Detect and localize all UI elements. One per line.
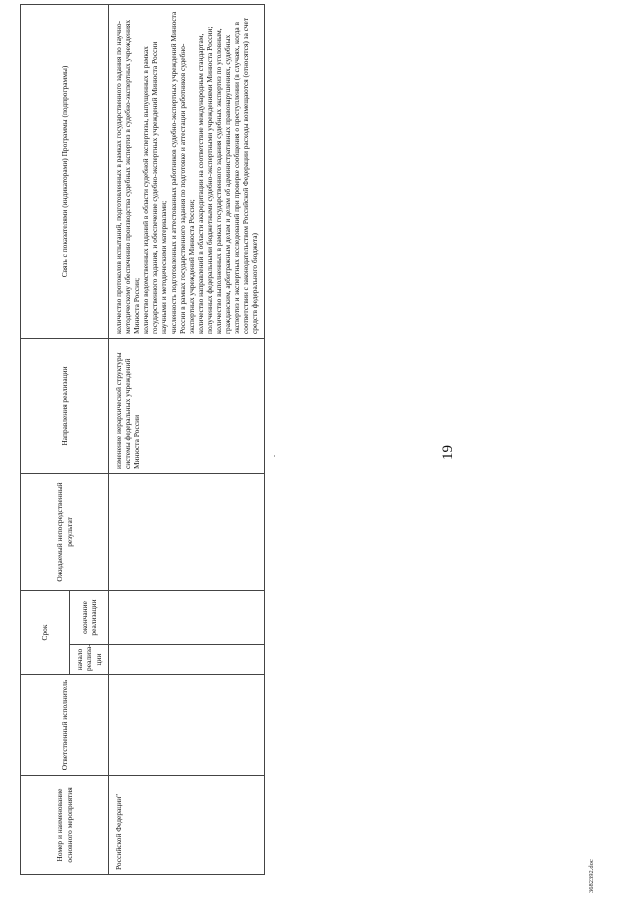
header-executor: Ответственный исполнитель <box>21 675 109 776</box>
cell-term-start <box>109 645 265 675</box>
activities-table <box>20 4 265 875</box>
header-term: Срок <box>21 590 70 674</box>
stray-mark: - <box>272 455 278 457</box>
cell-term-end <box>109 590 265 644</box>
cell-expected-result <box>109 473 265 590</box>
page-number: 19 <box>440 445 456 460</box>
header-number-name: Номер и наименование основного мероприятия <box>21 776 109 875</box>
table-header-row <box>21 4 70 874</box>
table-row <box>109 4 265 874</box>
cell-directions: изменение иерархической структуры системы федеральных учреждений Минюста России <box>109 338 265 473</box>
header-indicators-link: Связь с показателями (индикаторами) Программы (подпрограммы) <box>21 4 109 338</box>
header-directions: Направления реализации <box>21 338 109 473</box>
cell-indicators-link: количество протоколов испытаний, подготовленных в рамках государственного задания по научно-методическому обеспечению производства судебных экспертиз в судебно-экспертных учреждениях Минюста России; количество ведомственных изданий в области судебной экспертизы, выпущенных в рамках государственного задания, и обеспечение судебно-экспертных учреждений Минюста России научными и методическими материалами; численность подготовленных и аттестованных работников судебно-экспертных учреждений Минюста России в рамках государственного задания по подготовке и аттестации работников судебно-экспертных учреждений Минюста России; количество направлений в области аккредитации на соответствие международным стандартам, полученных федеральными бюджетными судебно-экспертными учреждениями Минюста России; количество выполненных в рамках государственного задания судебных экспертиз по уголовным, гражданским, арбитражным делам и делам об административных правонарушениях, судебных экспертиз и экспертных исследований при проверке сообщения о преступлении (в случаях, когда в соответствии с законодательством Российской Федерации расходы возмещаются (относятся) за счет средств федерального бюджета) <box>109 4 265 338</box>
header-expected-result: Ожидаемый непосредственный результат <box>21 473 109 590</box>
header-term-start: начало реализа-ции <box>70 645 109 675</box>
cell-executor <box>109 675 265 776</box>
header-term-end: окончание реализации <box>70 590 109 644</box>
cell-number-name: Российской Федерации" <box>109 776 265 875</box>
document-reference: 3682392.doc <box>588 859 595 893</box>
